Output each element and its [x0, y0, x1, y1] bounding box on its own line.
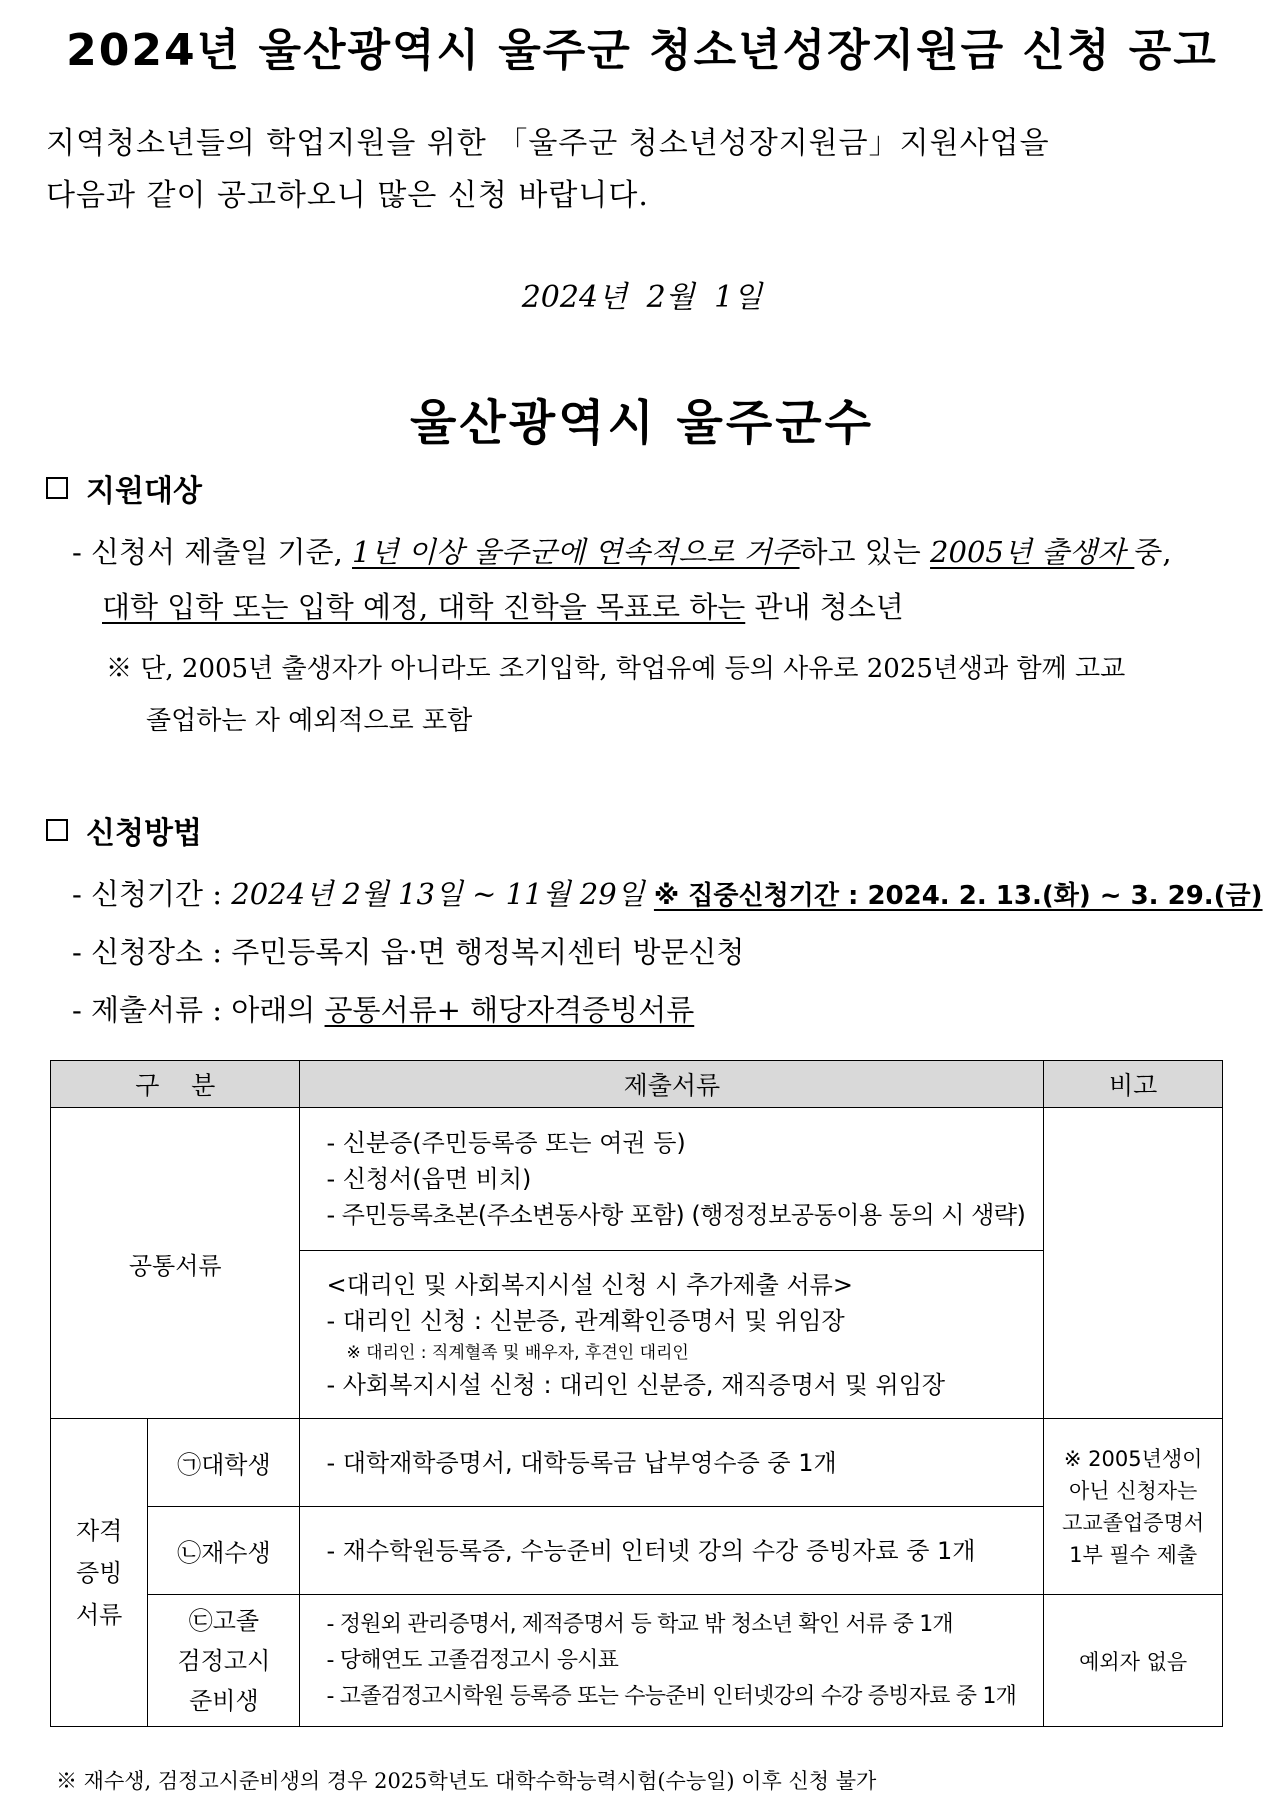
- list-item: - 당해연도 고졸검정고시 응시표: [326, 1647, 619, 1673]
- section-method-title: 신청방법: [86, 816, 202, 851]
- target-note-line-2: 졸업하는 자 예외적으로 포함: [146, 706, 473, 736]
- common-docs-list: [300, 1108, 1044, 1251]
- list-item: ※ 대리인 : 직계혈족 및 배우자, 후견인 대리인: [346, 1342, 689, 1363]
- announcement-date: 2024년 2월 1일: [521, 280, 763, 315]
- list-item: - 대리인 신청 : 신분증, 관계확인증명서 및 위임장: [326, 1306, 845, 1335]
- footnote: ※ 재수생, 검정고시준비생의 경우 2025학년도 대학수학능력시험(수능일) 이후 신청 불가: [56, 1769, 877, 1793]
- section-target-title: 지원대상: [86, 474, 202, 509]
- method-period-value: 2024년 2월 13일 ~ 11월 29일: [231, 877, 654, 911]
- method-period: - 신청기간 : 2024년 2월 13일 ~ 11월 29일 ※ 집중신청기간 : 2024. 2. 13.(화) ~ 3. 29.(금): [72, 877, 1263, 911]
- issuer-name: 울산광역시 울주군수: [409, 395, 875, 451]
- list-item: - 정원외 관리증명서, 제적증명서 등 학교 밖 청소년 확인 서류 중 1개: [326, 1611, 953, 1637]
- remarks-no-exception: 예외자 없음: [1044, 1595, 1223, 1727]
- section-method-heading: [46, 808, 202, 852]
- proxy-docs-list: [300, 1251, 1044, 1419]
- table-header-row: [51, 1061, 1223, 1108]
- common-docs-remarks: [1044, 1108, 1223, 1419]
- common-docs-label: 공통서류: [51, 1108, 300, 1419]
- row-label-repeat-student: ㉡재수생: [148, 1507, 300, 1595]
- method-documents-value: 공통서류+ 해당자격증빙서류: [324, 993, 695, 1027]
- qualification-docs-label: 자격 증빙 서류: [51, 1419, 148, 1727]
- target-birth-year: 2005년 출생자: [930, 535, 1135, 569]
- checkbox-square-icon: [46, 477, 68, 499]
- intro-line-1: 지역청소년들의 학업지원을 위한 「울주군 청소년성장지원금」지원사업을: [46, 126, 1050, 161]
- target-line-1: - 신청서 제출일 기준, 1년 이상 울주군에 연속적으로 거주하고 있는 2005년 출생자 중,: [72, 535, 1172, 569]
- intro-paragraph: [46, 118, 1246, 222]
- remarks-birth-year-note: ※ 2005년생이 아닌 신청자는 고교졸업증명서 1부 필수 제출: [1044, 1419, 1223, 1595]
- list-item: - 주민등록초본(주소변동사항 포함) (행정정보공동이용 동의 시 생략): [326, 1201, 1026, 1229]
- table-row: [51, 1595, 1223, 1727]
- target-residence-condition: 1년 이상 울주군에 연속적으로 거주: [352, 535, 800, 569]
- target-education-condition: 대학 입학 또는 입학 예정, 대학 진학을 목표로 하는: [102, 590, 746, 624]
- row-label-university: ㉠대학생: [148, 1419, 300, 1507]
- method-place-value: 주민등록지 읍·면 행정복지센터 방문신청: [231, 935, 745, 969]
- table-row: [51, 1419, 1223, 1507]
- row-docs-university: - 대학재학증명서, 대학등록금 납부영수증 중 1개: [300, 1419, 1044, 1507]
- header-category: 구 분: [51, 1061, 300, 1108]
- table-row: [51, 1108, 1223, 1251]
- target-line-2: 대학 입학 또는 입학 예정, 대학 진학을 목표로 하는 관내 청소년: [102, 590, 904, 624]
- header-remarks: 비고: [1044, 1061, 1223, 1108]
- list-item: - 고졸검정고시학원 등록증 또는 수능준비 인터넷강의 수강 증빙자료 중 1개: [326, 1683, 1017, 1709]
- section-target-heading: [46, 466, 202, 510]
- documents-table: [50, 1060, 1223, 1727]
- row-docs-ged-prep: [300, 1595, 1044, 1727]
- list-item: - 신분증(주민등록증 또는 여권 등): [326, 1129, 686, 1157]
- intro-line-2: 다음과 같이 공고하오니 많은 신청 바랍니다.: [46, 178, 649, 213]
- method-documents: - 제출서류 : 아래의 공통서류+ 해당자격증빙서류: [72, 993, 695, 1027]
- list-item: - 사회복지시설 신청 : 대리인 신분증, 재직증명서 및 위임장: [326, 1370, 946, 1399]
- page-title: 2024년 울산광역시 울주군 청소년성장지원금 신청 공고: [66, 25, 1218, 76]
- target-note-line-1: ※ 단, 2005년 출생자가 아니라도 조기입학, 학업유예 등의 사유로 2025년생과 함께 고교: [106, 654, 1126, 684]
- list-item: <대리인 및 사회복지시설 신청 시 추가제출 서류>: [326, 1270, 853, 1299]
- method-place: - 신청장소 : 주민등록지 읍·면 행정복지센터 방문신청: [72, 935, 745, 969]
- row-docs-repeat-student: - 재수학원등록증, 수능준비 인터넷 강의 수강 증빙자료 중 1개: [300, 1507, 1044, 1595]
- header-documents: 제출서류: [300, 1061, 1044, 1108]
- checkbox-square-icon: [46, 819, 68, 841]
- list-item: - 신청서(읍면 비치): [326, 1165, 532, 1193]
- method-focus-period: ※ 집중신청기간 : 2024. 2. 13.(화) ~ 3. 29.(금): [653, 881, 1263, 911]
- row-label-ged-prep: ㉢고졸 검정고시 준비생: [148, 1595, 300, 1727]
